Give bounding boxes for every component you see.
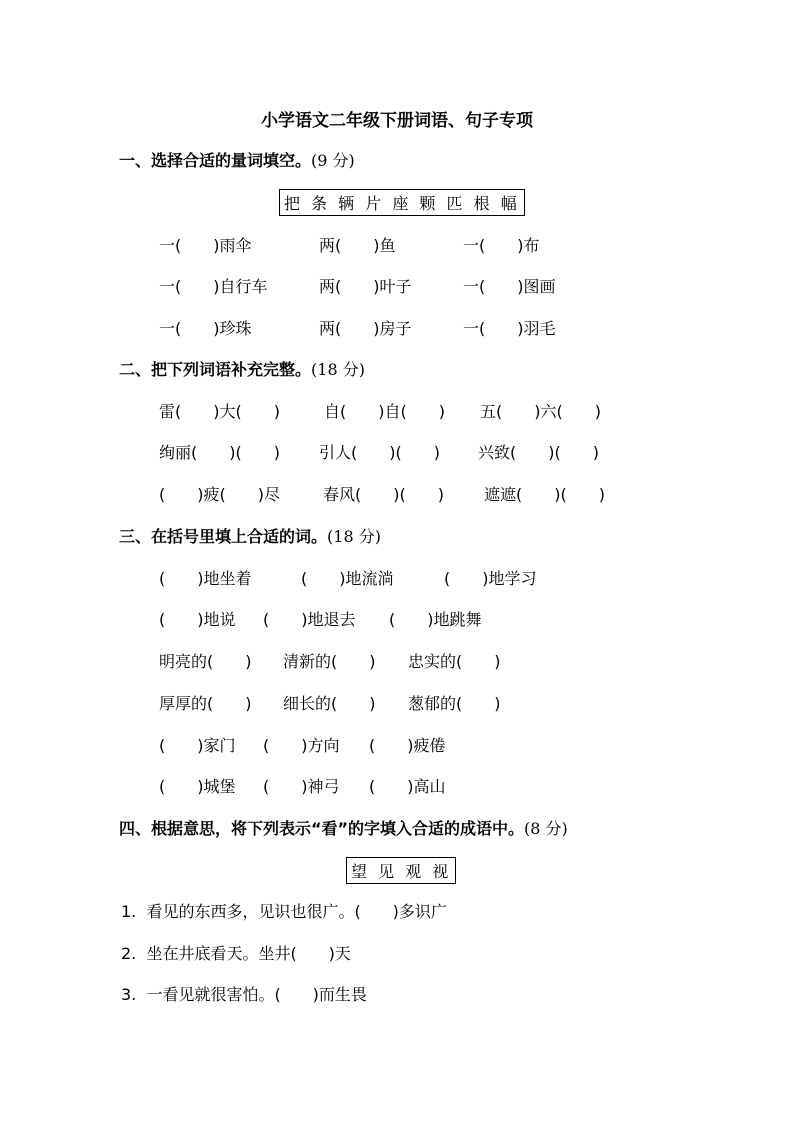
s4-item-2-text: 坐在井底看天。坐井( )天 bbox=[146, 944, 351, 963]
s3-r1-c1: ( )地坐着 bbox=[159, 569, 252, 588]
section-2-points: (18 分) bbox=[311, 360, 365, 379]
s2-r3-c2: 春风( )( ) bbox=[323, 485, 444, 504]
s2-r1-c1: 雷( )大( ) bbox=[159, 402, 280, 421]
section-4-text: 四、根据意思，将下列表示“看”的字填入合适的成语中。 bbox=[119, 819, 525, 838]
section-2-heading bbox=[119, 357, 365, 380]
section-3-text: 三、在括号里填上合适的词。 bbox=[119, 527, 328, 546]
s3-r2-c1: ( )地说 bbox=[159, 610, 236, 629]
s1-r1-c3: 一( )布 bbox=[463, 236, 540, 255]
s2-r2-c2: 引人( )( ) bbox=[319, 443, 440, 462]
s4-item-1-text: 看见的东西多，见识也很广。( )多识广 bbox=[146, 902, 447, 921]
section-2-text: 二、把下列词语补充完整。 bbox=[119, 360, 312, 379]
look-word-box: 望 见 观 视 bbox=[346, 857, 456, 884]
section-4-points: (8 分) bbox=[524, 819, 568, 838]
s1-r1-c2: 两( )鱼 bbox=[319, 236, 396, 255]
s4-item-1-number: 1. bbox=[121, 902, 137, 921]
s3-r2-c3: ( )地跳舞 bbox=[389, 610, 482, 629]
s2-r2-c1: 绚丽( )( ) bbox=[159, 443, 280, 462]
s1-r2-c1: 一( )自行车 bbox=[159, 277, 268, 296]
s3-r2-c2: ( )地退去 bbox=[263, 610, 356, 629]
s3-r1-c3: ( )地学习 bbox=[444, 569, 537, 588]
s3-r4-c2: 细长的( ) bbox=[283, 694, 376, 713]
s1-r2-c3: 一( )图画 bbox=[463, 277, 556, 296]
s4-item-1 bbox=[121, 899, 447, 922]
s3-r6-c1: ( )城堡 bbox=[159, 777, 236, 796]
s2-r3-c3: 遮遮( )( ) bbox=[484, 485, 605, 504]
s4-item-3-text: 一看见就很害怕。( )而生畏 bbox=[146, 985, 367, 1004]
s1-r3-c3: 一( )羽毛 bbox=[463, 319, 556, 338]
section-1-text: 一、选择合适的量词填空。 bbox=[119, 151, 312, 170]
s2-r1-c3: 五( )六( ) bbox=[480, 402, 601, 421]
s2-r2-c3: 兴致( )( ) bbox=[478, 443, 599, 462]
s3-r5-c2: ( )方向 bbox=[263, 736, 340, 755]
s4-item-3 bbox=[121, 982, 367, 1005]
s2-r1-c2: 自( )自( ) bbox=[324, 402, 445, 421]
s2-r3-c1: ( )疲( )尽 bbox=[159, 485, 280, 504]
s4-item-3-number: 3. bbox=[121, 985, 137, 1004]
s3-r1-c2: ( )地流淌 bbox=[301, 569, 394, 588]
section-1-heading bbox=[119, 148, 355, 171]
s4-item-2-number: 2. bbox=[121, 944, 137, 963]
section-3-heading bbox=[119, 524, 381, 547]
s3-r6-c2: ( )神弓 bbox=[263, 777, 340, 796]
page-title: 小学语文二年级下册词语、句子专项 bbox=[261, 111, 533, 131]
s3-r4-c1: 厚厚的( ) bbox=[159, 694, 252, 713]
s3-r6-c3: ( )高山 bbox=[369, 777, 446, 796]
s1-r3-c1: 一( )珍珠 bbox=[159, 319, 252, 338]
s1-r1-c1: 一( )雨伞 bbox=[159, 236, 252, 255]
section-4-heading bbox=[119, 816, 568, 839]
section-3-points: (18 分) bbox=[327, 527, 381, 546]
s3-r3-c2: 清新的( ) bbox=[283, 652, 376, 671]
s4-item-2 bbox=[121, 941, 351, 964]
measure-word-box: 把 条 辆 片 座 颗 匹 根 幅 bbox=[279, 189, 525, 216]
s1-r2-c2: 两( )叶子 bbox=[319, 277, 412, 296]
s3-r5-c1: ( )家门 bbox=[159, 736, 236, 755]
s3-r3-c1: 明亮的( ) bbox=[159, 652, 252, 671]
s3-r4-c3: 葱郁的( ) bbox=[408, 694, 501, 713]
s3-r3-c3: 忠实的( ) bbox=[408, 652, 501, 671]
s3-r5-c3: ( )疲倦 bbox=[369, 736, 446, 755]
section-1-points: (9 分) bbox=[311, 151, 355, 170]
s1-r3-c2: 两( )房子 bbox=[319, 319, 412, 338]
